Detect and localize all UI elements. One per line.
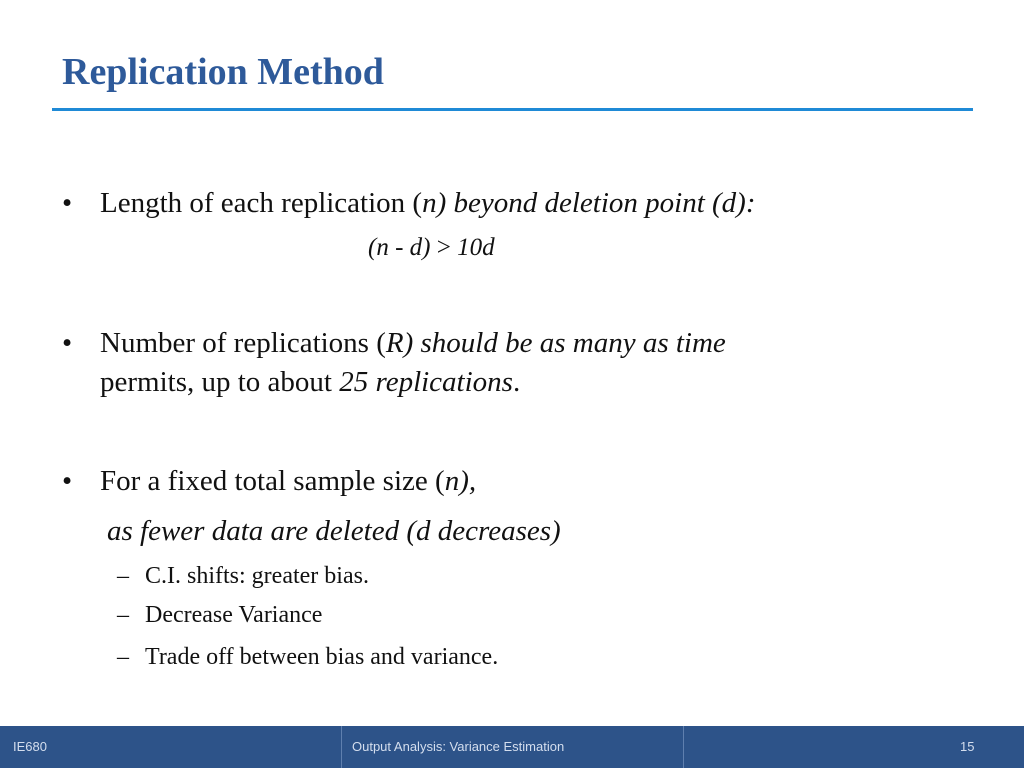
bullet-1-italic: n) beyond deletion point (d): (422, 187, 756, 219)
bullet-2-italic: R) should be as many as time (385, 327, 726, 359)
formula-right: 10d (450, 234, 495, 261)
bullet-2-line-2-plain: permits, up to about (100, 366, 340, 398)
dash-glyph: – (117, 602, 129, 628)
bullet-glyph: • (62, 187, 73, 219)
dash-glyph: – (117, 563, 129, 589)
subitem-1: C.I. shifts: greater bias. (145, 563, 369, 589)
title-divider (52, 108, 973, 111)
footer-page-number: 15 (960, 739, 975, 754)
bullet-3-line-1 (100, 463, 476, 499)
bullet-2-line-2-italic: 25 replications (339, 366, 513, 398)
formula-left: (n - d) (368, 234, 437, 261)
bullet-1-text (100, 185, 755, 221)
bullet-1-plain: Length of each replication ( (100, 187, 423, 219)
bullet-3-line-2 (107, 513, 561, 549)
footer-bar (0, 726, 1024, 768)
bullet-3-italic: n), (444, 465, 477, 497)
formula-operator: > (436, 234, 451, 261)
bullet-2-line-1 (100, 325, 726, 361)
footer-divider (341, 726, 342, 768)
dash-glyph: – (117, 644, 129, 670)
subitem-3: Trade off between bias and variance. (145, 644, 499, 670)
slide-title: Replication Method (62, 51, 384, 93)
bullet-2-plain: Number of replications ( (100, 327, 386, 359)
footer-topic: Output Analysis: Variance Estimation (352, 739, 565, 754)
bullet-glyph: • (62, 465, 73, 497)
subitem-2: Decrease Variance (145, 602, 323, 628)
footer-divider (683, 726, 684, 768)
bullet-3-plain: For a fixed total sample size ( (100, 465, 445, 497)
bullet-glyph: • (62, 327, 73, 359)
formula (368, 232, 495, 264)
bullet-3-line-2-italic: as fewer data are deleted (d decreases) (107, 515, 561, 547)
bullet-2-line-2-end: . (512, 366, 521, 398)
bullet-2-line-2 (100, 364, 520, 400)
footer-course: IE680 (13, 739, 47, 754)
